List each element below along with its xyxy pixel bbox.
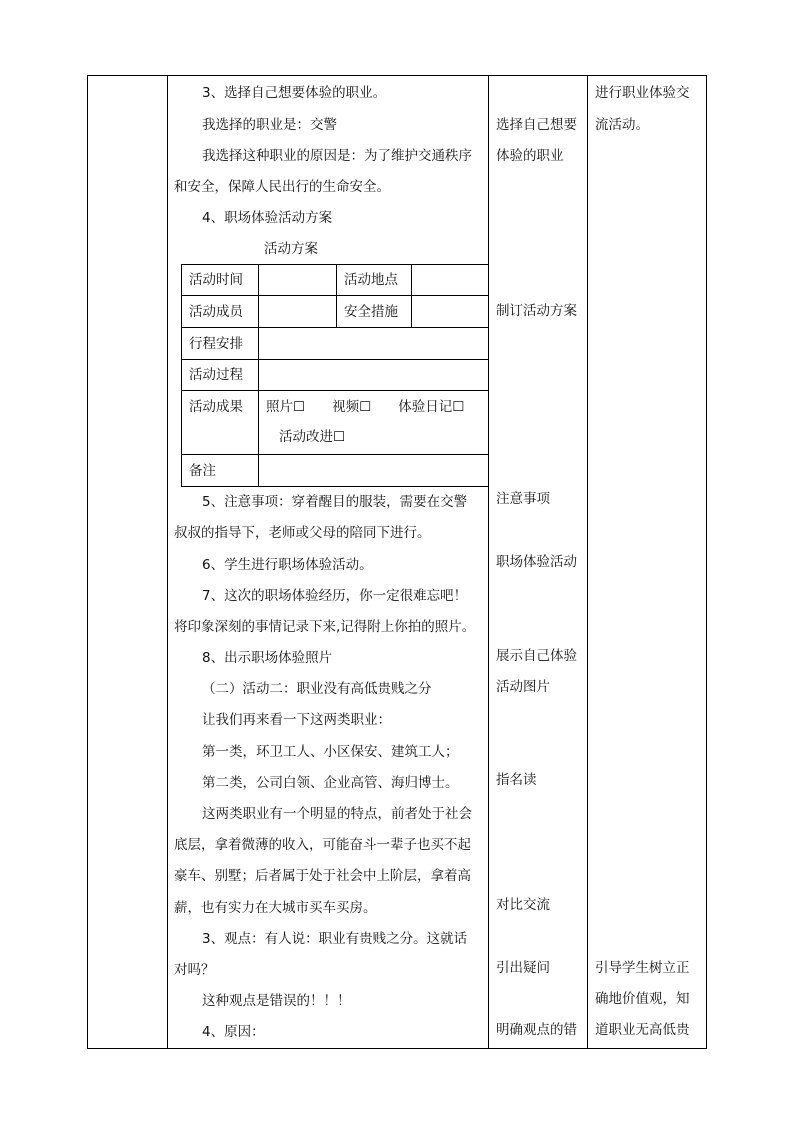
process-label: 活动过程 — [182, 360, 259, 391]
student-show-line-2: 活动图片 — [496, 679, 550, 695]
table-row — [182, 455, 489, 487]
comparison-line-3: 豪车、别墅；后者属于处于社会中上阶层，拿着高 — [174, 868, 471, 884]
intent-line-5: 道职业无高低贵 — [595, 1022, 690, 1038]
schedule-value-cell — [259, 328, 489, 360]
intent-line-3: 引导学生树立正 — [595, 960, 690, 976]
column-divider-1 — [167, 75, 168, 1049]
step-8-photos: 8、出示职场体验照片 — [202, 650, 333, 666]
step-7-line-1: 7、这次的职场体验经历，你一定很难忘吧！ — [202, 588, 468, 604]
student-choose-line-2: 体验的职业 — [496, 148, 564, 164]
result-label: 活动成果 — [182, 391, 259, 455]
student-read-aloud: 指名读 — [496, 772, 537, 788]
student-notes: 注意事项 — [496, 491, 550, 507]
comparison-line-4: 薪，也有实力在大城市买车买房。 — [174, 900, 377, 916]
viewpoint-line-1: 3、观点：有人说：职业有贵贱之分。这就话 — [202, 931, 468, 947]
time-value-cell — [259, 265, 337, 296]
table-row — [182, 265, 489, 296]
student-choose-line-1: 选择自己想要 — [496, 117, 577, 133]
step-7-line-2: 将印象深刻的事情记录下来,记得附上你拍的照片。 — [174, 619, 476, 635]
table-bottom-border — [87, 1048, 707, 1049]
activity-plan-table — [181, 264, 489, 487]
step-5-notes-line-1: 5、注意事项：穿着醒目的服装，需要在交警 — [202, 494, 468, 510]
student-show-line-1: 展示自己体验 — [496, 648, 577, 664]
table-row — [182, 391, 489, 455]
result-options-row-1: 照片☐ 视频☐ 体验日记☐ — [266, 399, 465, 415]
safety-label: 安全措施 — [337, 296, 412, 328]
table-row — [182, 296, 489, 328]
plan-table-title: 活动方案 — [264, 241, 318, 257]
viewpoint-wrong: 这种观点是错误的！！！ — [202, 993, 351, 1009]
activity-2-heading: （二）活动二：职业没有高低贵贱之分 — [202, 681, 432, 697]
step-4-plan-heading: 4、职场体验活动方案 — [202, 210, 333, 226]
table-top-border — [87, 75, 707, 76]
student-make-plan: 制订活动方案 — [496, 303, 577, 319]
time-label: 活动时间 — [182, 265, 259, 296]
notes-value-cell — [259, 455, 489, 487]
notes-label: 备注 — [182, 455, 259, 487]
career-reason-line-2: 和安全，保障人民出行的生命安全。 — [174, 179, 390, 195]
step-6-activity: 6、学生进行职场体验活动。 — [202, 557, 373, 573]
intent-line-4: 确地价值观，知 — [595, 991, 690, 1007]
result-options-row-2: 活动改进☐ — [279, 429, 346, 445]
table-right-border — [706, 75, 707, 1049]
result-options-cell — [259, 391, 489, 455]
student-compare: 对比交流 — [496, 897, 550, 913]
column-divider-2 — [488, 75, 489, 1049]
table-left-border — [87, 75, 88, 1049]
intent-line-1: 进行职业体验交 — [595, 85, 690, 101]
intent-line-2: 流活动。 — [595, 117, 649, 133]
schedule-label: 行程安排 — [182, 328, 259, 360]
process-value-cell — [259, 360, 489, 391]
members-value-cell — [259, 296, 337, 328]
career-type-1: 第一类，环卫工人、小区保安、建筑工人； — [202, 744, 459, 760]
viewpoint-line-2: 对吗？ — [174, 962, 215, 978]
comparison-line-1: 这两类职业有一个明显的特点，前者处于社会 — [202, 806, 472, 822]
place-value-cell — [412, 265, 489, 296]
step-5-notes-line-2: 叔叔的指导下，老师或父母的陪同下进行。 — [174, 525, 431, 541]
members-label: 活动成员 — [182, 296, 259, 328]
career-reason-line-1: 我选择这种职业的原因是：为了维护交通秩序 — [202, 148, 472, 164]
comparison-line-2: 底层，拿着微薄的收入，可能奋斗一辈子也买不起 — [174, 837, 471, 853]
column-divider-3 — [587, 75, 588, 1049]
table-row — [182, 360, 489, 391]
reason-heading: 4、原因： — [202, 1024, 265, 1040]
table-row — [182, 328, 489, 360]
career-type-2: 第二类，公司白领、企业高管、海归博士。 — [202, 775, 459, 791]
two-career-types-intro: 让我们再来看一下这两类职业： — [202, 712, 391, 728]
chosen-career: 我选择的职业是：交警 — [202, 117, 337, 133]
safety-value-cell — [412, 296, 489, 328]
student-raise-question: 引出疑问 — [496, 960, 550, 976]
student-clarify-view: 明确观点的错 — [496, 1022, 577, 1038]
place-label: 活动地点 — [337, 265, 412, 296]
step-3-choose-career: 3、选择自己想要体验的职业。 — [202, 85, 387, 101]
student-career-activity: 职场体验活动 — [496, 554, 577, 570]
